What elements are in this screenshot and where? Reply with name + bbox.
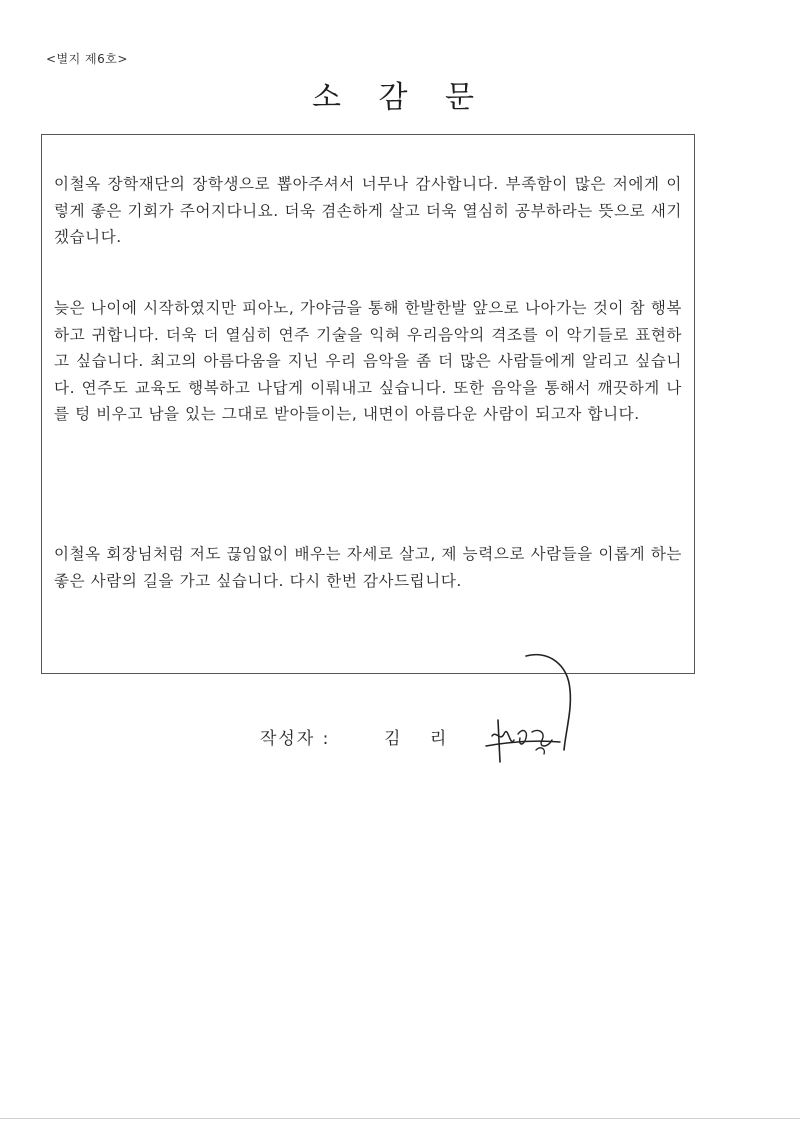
form-number-label: <별지 제6호> <box>46 52 128 66</box>
author-label: 작성자 : <box>260 729 331 749</box>
document-title: 소 감 문 <box>311 80 488 115</box>
essay-paragraph-2: 늦은 나이에 시작하였지만 피아노, 가야금을 통해 한발한발 앞으로 나아가는 것이 참 행복하고 귀합니다. 더욱 더 열심히 연주 기술을 익혀 우리음악의 격조를 이 악기들로 표현하고 싶습니다. 최고의 아름다움을 지닌 우리 음악을 좀 더 많은 사람들에게 알리고 싶습니다. 연주도 교육도 행복하고 나답게 이뤄내고 싶습니다. 또한 음악을 통해서 깨끗하게 나를 텅 비우고 남을 있는 그대로 받아들이는, 내면이 아름다운 사람이 되고자 합니다. <box>54 299 682 423</box>
author-name: 김 리 <box>384 729 459 749</box>
author-row <box>0 724 800 754</box>
page-bottom-edge <box>0 1118 800 1119</box>
essay-paragraph-3: 이철옥 회장님처럼 저도 끊임없이 배우는 자세로 살고, 제 능력으로 사람들을 이롭게 하는 좋은 사람의 길을 가고 싶습니다. 다시 한번 감사드립니다. <box>54 545 682 590</box>
essay-paragraph-1: 이철옥 장학재단의 장학생으로 뽑아주셔서 너무나 감사합니다. 부족함이 많은 저에게 이렇게 좋은 기회가 주어지다니요. 더욱 겸손하게 살고 더욱 열심히 공부하라는 뜻으로 새기겠습니다. <box>54 175 682 246</box>
essay-content-box <box>41 134 695 674</box>
signature-scribble <box>478 650 588 780</box>
